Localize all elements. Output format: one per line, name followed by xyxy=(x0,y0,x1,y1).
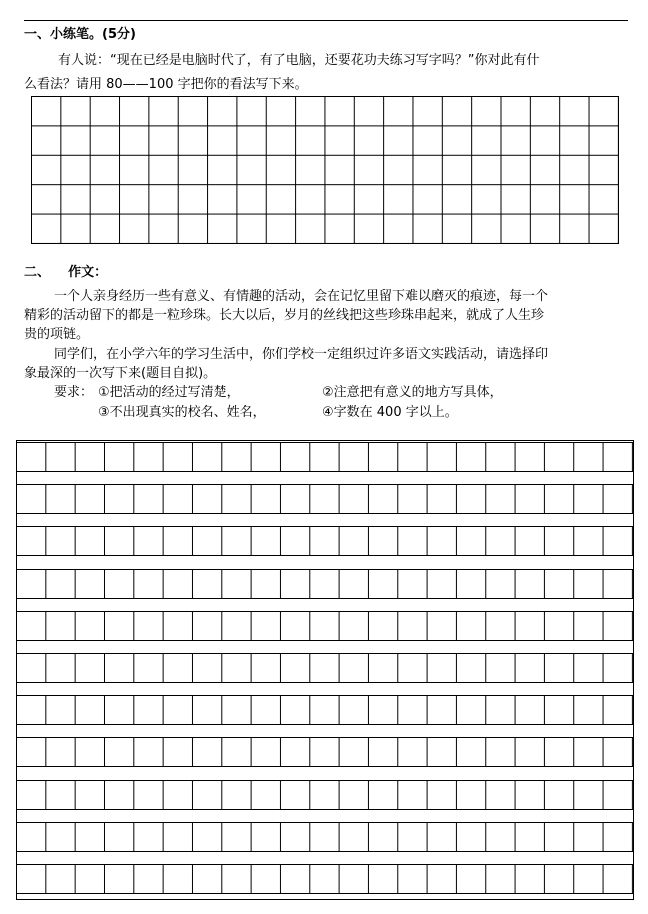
essay-grid-row[interactable] xyxy=(17,569,633,599)
section2-para1-line2: 精彩的活动留下的都是一粒珍珠。长大以后，岁月的丝线把这些珍珠串起来，就成了人生珍 xyxy=(24,308,545,323)
section1-prompt-line1: 有人说：“现在已经是电脑时代了，有了电脑，还要花功夫练习写字吗？”你对此有什 xyxy=(58,53,540,68)
requirement-3: ③不出现真实的校名、姓名， xyxy=(98,405,266,420)
requirement-4: ④字数在 400 字以上。 xyxy=(322,405,458,420)
section2-para2-line1: 同学们，在小学六年的学习生活中，你们学校一定组织过许多语文实践活动，请选择印 xyxy=(54,347,549,362)
section2-para1-line3: 贵的项链。 xyxy=(24,327,90,342)
essay-grid-row[interactable] xyxy=(17,611,633,641)
essay-grid-row[interactable] xyxy=(17,695,633,725)
essay-grid-row[interactable] xyxy=(17,737,633,767)
essay-grid-row[interactable] xyxy=(17,822,633,852)
section2-heading: 二、 作文： xyxy=(24,265,108,280)
essay-grid-row[interactable] xyxy=(17,864,633,894)
essay-grid-row[interactable] xyxy=(17,526,633,556)
section2-para2-line2: 象最深的一次写下来(题目自拟)。 xyxy=(24,366,217,381)
essay-writing-grid[interactable] xyxy=(16,440,634,900)
essay-grid-row[interactable] xyxy=(17,484,633,514)
essay-grid-row[interactable] xyxy=(17,780,633,810)
requirement-2: ②注意把有意义的地方写具体， xyxy=(322,385,503,400)
requirements-label: 要求： xyxy=(54,385,94,400)
essay-grid-row[interactable] xyxy=(17,653,633,683)
section1-prompt-line2: 么看法？请用 80——100 字把你的看法写下来。 xyxy=(24,77,308,92)
writing-grid-small[interactable] xyxy=(31,96,619,244)
essay-grid-row[interactable] xyxy=(17,442,633,472)
top-rule xyxy=(24,20,628,21)
section1-heading: 一、小练笔。(5分) xyxy=(24,27,136,42)
requirement-1: ①把活动的经过写清楚， xyxy=(98,385,240,400)
section2-para1-line1: 一个人亲身经历一些有意义、有情趣的活动，会在记忆里留下难以磨灭的痕迹，每一个 xyxy=(54,289,549,304)
